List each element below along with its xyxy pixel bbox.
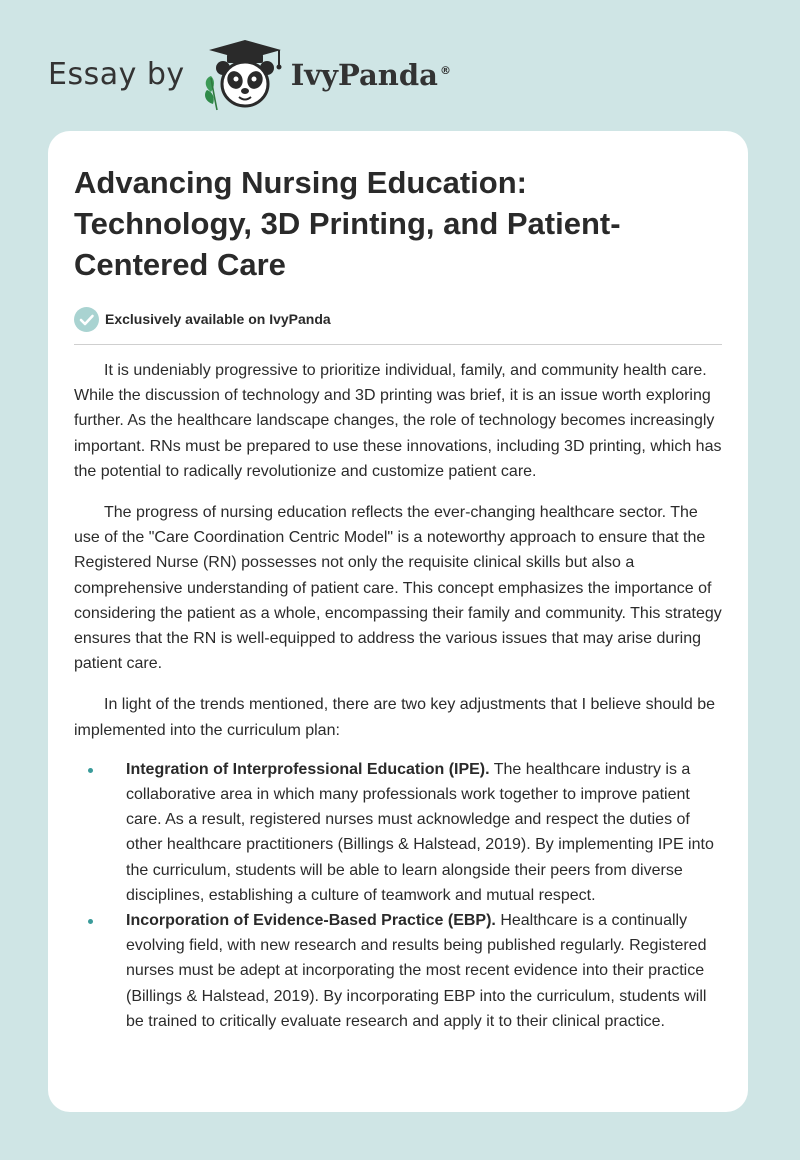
bullet-dot-icon xyxy=(88,768,93,773)
title-line: Centered Care xyxy=(74,247,286,282)
list-item-text: Healthcare is a continually evolving field, with new research and results being published regularly. Registered nurses must be adept at incorporating the most recent evidence into their practice (Billings & Halstead, 2019). By incorporating EBP into the curriculum, students will be trained to critically evaluate research and apply it to their clinical practice. xyxy=(126,912,707,1030)
ivypanda-logo-text[interactable] xyxy=(291,58,451,92)
essay-card xyxy=(48,131,748,1112)
check-circle-icon xyxy=(74,307,99,332)
brand-name-label: IvyPanda xyxy=(290,58,438,92)
title-line: Advancing Nursing Education: xyxy=(74,165,527,200)
bullet-dot-icon xyxy=(88,919,93,924)
list-item-text: The healthcare industry is a collaborative area in which many professionals work together to improve patient care. As a result, registered nurses must acknowledge and respect the duties of other healthcare practitioners (Billings & Halstead, 2019). By implementing IPE into the curriculum, students will be able to learn alongside their peers from diverse disciplines, establishing a culture of teamwork and mutual respect. xyxy=(126,760,714,904)
body-paragraph: In light of the trends mentioned, there are two key adjustments that I believe should be implemented into the curriculum plan: xyxy=(74,696,716,739)
adjustments-list xyxy=(74,757,722,1034)
body-paragraph: The progress of nursing education reflects the ever-changing healthcare sector. The use of the "Care Coordination Centric Model" is a noteworthy approach to ensure that the Registered Nurse (RN) possesses not only the requisite clinical skills but also a comprehensive understanding of patient care. This concept emphasizes the importance of considering the patient as a whole, encompassing their family and community. This strategy ensures that the RN is well-equipped to address the various issues that may arise during patient care. xyxy=(74,504,722,673)
divider xyxy=(74,344,722,345)
exclusive-badge-label: Exclusively available on IvyPanda xyxy=(105,311,331,327)
panda-graduation-cap-logo-icon[interactable] xyxy=(197,34,285,114)
list-item xyxy=(74,757,722,908)
essay-title xyxy=(74,162,722,285)
body-paragraph: It is undeniably progressive to prioritize individual, family, and community health care. While the discussion of technology and 3D printing was brief, it is an issue worth exploring further. As the healthcare landscape changes, the role of technology becomes increasingly important. RNs must be prepared to use these innovations, including 3D printing, which has the potential to radically revolutionize and customize patient care. xyxy=(74,362,722,480)
exclusive-badge xyxy=(74,306,722,332)
list-item-lead: Integration of Interprofessional Education (IPE). xyxy=(126,760,490,778)
essay-by-label: Essay by xyxy=(48,56,185,92)
site-header xyxy=(48,34,451,114)
list-item-lead: Incorporation of Evidence-Based Practice (EBP). xyxy=(126,912,496,930)
title-line: Technology, 3D Printing, and Patient- xyxy=(74,206,621,241)
list-item xyxy=(74,908,722,1034)
registered-mark: ® xyxy=(439,64,451,78)
